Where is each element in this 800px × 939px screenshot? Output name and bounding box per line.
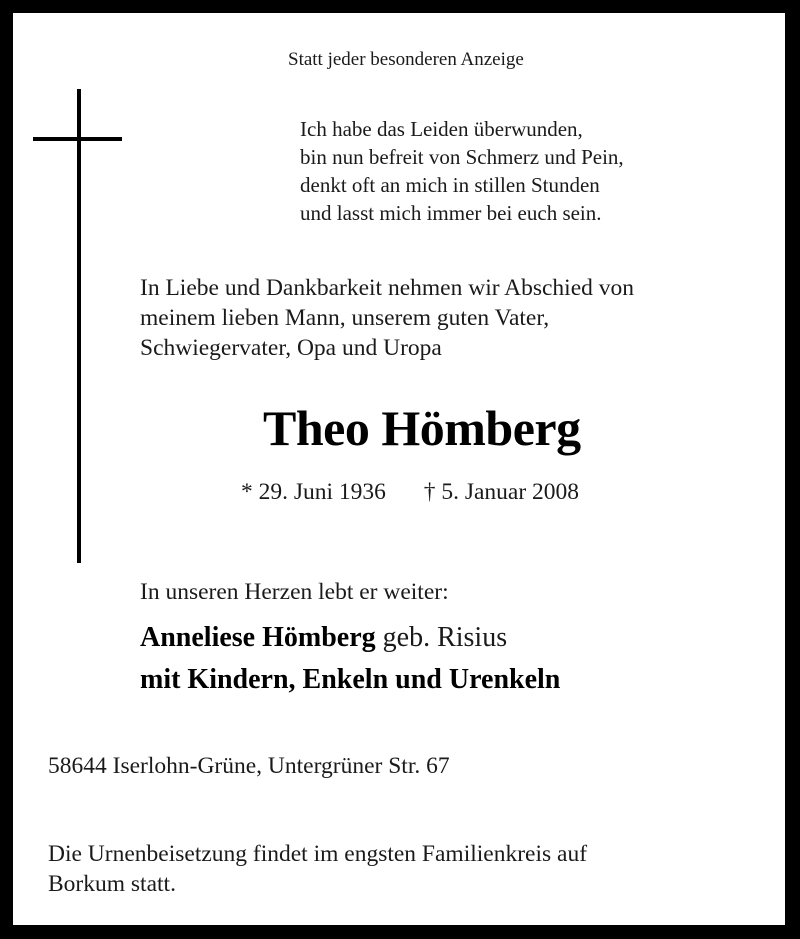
life-dates <box>241 479 579 506</box>
deceased-name: Theo Hömberg <box>263 400 581 456</box>
burial-note <box>48 839 587 899</box>
mourners <box>140 617 560 701</box>
spouse-name: Anneliese Hömberg <box>140 622 376 653</box>
poem <box>300 115 624 227</box>
intro-line: Schwiegervater, Opa und Uropa <box>140 335 442 361</box>
notice-header: Statt jeder besonderen Anzeige <box>288 49 524 70</box>
poem-line: bin nun befreit von Schmerz und Pein, <box>300 145 624 169</box>
intro-text <box>140 273 634 363</box>
death-date: † 5. Januar 2008 <box>423 479 580 505</box>
family-line: mit Kindern, Enkeln und Urenkeln <box>140 664 561 695</box>
poem-line: und lasst mich immer bei euch sein. <box>300 201 602 225</box>
poem-line: Ich habe das Leiden überwunden, <box>300 117 583 141</box>
spouse-line <box>140 617 560 659</box>
poem-line: denkt oft an mich in stillen Stunden <box>300 173 600 197</box>
address: 58644 Iserlohn-Grüne, Untergrüner Str. 67 <box>48 753 450 779</box>
cross-vertical-bar <box>77 89 81 563</box>
obituary-notice <box>13 13 785 925</box>
burial-note-line: Die Urnenbeisetzung findet im engsten Familienkreis auf <box>48 841 588 867</box>
cross-horizontal-bar <box>33 137 122 141</box>
birth-date: * 29. Juni 1936 <box>241 479 386 505</box>
burial-note-line: Borkum statt. <box>48 871 176 897</box>
intro-line: meinem lieben Mann, unserem guten Vater, <box>140 305 550 331</box>
spouse-maiden-name: geb. Risius <box>375 622 508 653</box>
intro-line: In Liebe und Dankbarkeit nehmen wir Abschied von <box>140 275 635 301</box>
remembrance-text: In unseren Herzen lebt er weiter: <box>140 579 449 605</box>
